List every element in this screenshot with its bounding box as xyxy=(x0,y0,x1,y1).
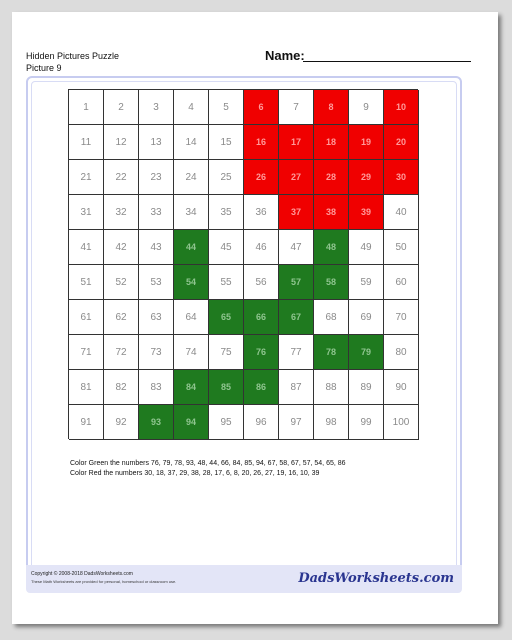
grid-cell-7[interactable]: 7 xyxy=(279,90,314,125)
footer-bar xyxy=(26,565,462,593)
grid-cell-100[interactable]: 100 xyxy=(384,405,419,440)
usage-note: These Math Worksheets are provided for personal, homeschool or classroom use. xyxy=(31,579,177,584)
grid-cell-67[interactable]: 67 xyxy=(279,300,314,335)
grid-cell-73[interactable]: 73 xyxy=(139,335,174,370)
grid-cell-26[interactable]: 26 xyxy=(244,160,279,195)
grid-cell-86[interactable]: 86 xyxy=(244,370,279,405)
grid-cell-17[interactable]: 17 xyxy=(279,125,314,160)
grid-cell-15[interactable]: 15 xyxy=(209,125,244,160)
grid-cell-31[interactable]: 31 xyxy=(69,195,104,230)
grid-cell-93[interactable]: 93 xyxy=(139,405,174,440)
grid-cell-5[interactable]: 5 xyxy=(209,90,244,125)
grid-cell-3[interactable]: 3 xyxy=(139,90,174,125)
grid-cell-89[interactable]: 89 xyxy=(349,370,384,405)
grid-cell-27[interactable]: 27 xyxy=(279,160,314,195)
grid-cell-75[interactable]: 75 xyxy=(209,335,244,370)
grid-cell-97[interactable]: 97 xyxy=(279,405,314,440)
grid-cell-41[interactable]: 41 xyxy=(69,230,104,265)
grid-cell-80[interactable]: 80 xyxy=(384,335,419,370)
grid-cell-53[interactable]: 53 xyxy=(139,265,174,300)
grid-cell-68[interactable]: 68 xyxy=(314,300,349,335)
red-instruction: Color Red the numbers 30, 18, 37, 29, 38, 28, 17, 6, 8, 20, 26, 27, 19, 16, 10, 39 xyxy=(70,470,320,477)
grid-cell-2[interactable]: 2 xyxy=(104,90,139,125)
grid-cell-50[interactable]: 50 xyxy=(384,230,419,265)
grid-cell-63[interactable]: 63 xyxy=(139,300,174,335)
grid-cell-77[interactable]: 77 xyxy=(279,335,314,370)
grid-cell-35[interactable]: 35 xyxy=(209,195,244,230)
grid-cell-18[interactable]: 18 xyxy=(314,125,349,160)
grid-cell-90[interactable]: 90 xyxy=(384,370,419,405)
grid-cell-56[interactable]: 56 xyxy=(244,265,279,300)
grid-cell-95[interactable]: 95 xyxy=(209,405,244,440)
grid-cell-22[interactable]: 22 xyxy=(104,160,139,195)
grid-cell-55[interactable]: 55 xyxy=(209,265,244,300)
grid-cell-81[interactable]: 81 xyxy=(69,370,104,405)
grid-cell-57[interactable]: 57 xyxy=(279,265,314,300)
grid-cell-98[interactable]: 98 xyxy=(314,405,349,440)
grid-cell-34[interactable]: 34 xyxy=(174,195,209,230)
grid-cell-16[interactable]: 16 xyxy=(244,125,279,160)
grid-cell-71[interactable]: 71 xyxy=(69,335,104,370)
grid-cell-29[interactable]: 29 xyxy=(349,160,384,195)
grid-cell-23[interactable]: 23 xyxy=(139,160,174,195)
grid-cell-6[interactable]: 6 xyxy=(244,90,279,125)
grid-cell-61[interactable]: 61 xyxy=(69,300,104,335)
grid-cell-92[interactable]: 92 xyxy=(104,405,139,440)
grid-cell-62[interactable]: 62 xyxy=(104,300,139,335)
grid-cell-12[interactable]: 12 xyxy=(104,125,139,160)
grid-cell-79[interactable]: 79 xyxy=(349,335,384,370)
grid-cell-10[interactable]: 10 xyxy=(384,90,419,125)
grid-cell-45[interactable]: 45 xyxy=(209,230,244,265)
grid-cell-25[interactable]: 25 xyxy=(209,160,244,195)
grid-cell-85[interactable]: 85 xyxy=(209,370,244,405)
grid-cell-44[interactable]: 44 xyxy=(174,230,209,265)
grid-cell-49[interactable]: 49 xyxy=(349,230,384,265)
grid-cell-99[interactable]: 99 xyxy=(349,405,384,440)
grid-cell-83[interactable]: 83 xyxy=(139,370,174,405)
grid-cell-42[interactable]: 42 xyxy=(104,230,139,265)
name-label: Name: xyxy=(265,48,305,63)
grid-cell-64[interactable]: 64 xyxy=(174,300,209,335)
grid-cell-21[interactable]: 21 xyxy=(69,160,104,195)
grid-cell-51[interactable]: 51 xyxy=(69,265,104,300)
green-instruction: Color Green the numbers 76, 79, 78, 93, 48, 44, 66, 84, 85, 94, 67, 58, 67, 57, 54, 65, 86 xyxy=(70,460,346,467)
picture-number: Picture 9 xyxy=(26,63,62,73)
grid-cell-60[interactable]: 60 xyxy=(384,265,419,300)
grid-cell-28[interactable]: 28 xyxy=(314,160,349,195)
hundreds-grid xyxy=(68,89,418,439)
grid-cell-96[interactable]: 96 xyxy=(244,405,279,440)
grid-cell-8[interactable]: 8 xyxy=(314,90,349,125)
grid-cell-78[interactable]: 78 xyxy=(314,335,349,370)
grid-cell-84[interactable]: 84 xyxy=(174,370,209,405)
grid-cell-1[interactable]: 1 xyxy=(69,90,104,125)
grid-cell-82[interactable]: 82 xyxy=(104,370,139,405)
grid-cell-36[interactable]: 36 xyxy=(244,195,279,230)
name-write-line[interactable] xyxy=(303,61,471,62)
grid-cell-33[interactable]: 33 xyxy=(139,195,174,230)
grid-cell-43[interactable]: 43 xyxy=(139,230,174,265)
puzzle-title: Hidden Pictures Puzzle xyxy=(26,51,120,61)
grid-cell-4[interactable]: 4 xyxy=(174,90,209,125)
grid-cell-47[interactable]: 47 xyxy=(279,230,314,265)
copyright-text: Copyright © 2008-2018 DadsWorksheets.com xyxy=(31,571,133,577)
grid-cell-59[interactable]: 59 xyxy=(349,265,384,300)
grid-cell-14[interactable]: 14 xyxy=(174,125,209,160)
grid-cell-54[interactable]: 54 xyxy=(174,265,209,300)
grid-cell-30[interactable]: 30 xyxy=(384,160,419,195)
grid-cell-91[interactable]: 91 xyxy=(69,405,104,440)
grid-cell-58[interactable]: 58 xyxy=(314,265,349,300)
grid-cell-11[interactable]: 11 xyxy=(69,125,104,160)
grid-cell-19[interactable]: 19 xyxy=(349,125,384,160)
grid-cell-38[interactable]: 38 xyxy=(314,195,349,230)
grid-cell-20[interactable]: 20 xyxy=(384,125,419,160)
dadsworksheets-logo[interactable]: DadsWorksheets.com xyxy=(298,571,454,586)
grid-cell-74[interactable]: 74 xyxy=(174,335,209,370)
grid-cell-13[interactable]: 13 xyxy=(139,125,174,160)
grid-cell-66[interactable]: 66 xyxy=(244,300,279,335)
grid-cell-48[interactable]: 48 xyxy=(314,230,349,265)
grid-cell-87[interactable]: 87 xyxy=(279,370,314,405)
grid-cell-65[interactable]: 65 xyxy=(209,300,244,335)
grid-cell-39[interactable]: 39 xyxy=(349,195,384,230)
grid-cell-76[interactable]: 76 xyxy=(244,335,279,370)
grid-cell-72[interactable]: 72 xyxy=(104,335,139,370)
grid-cell-94[interactable]: 94 xyxy=(174,405,209,440)
grid-cell-40[interactable]: 40 xyxy=(384,195,419,230)
grid-cell-32[interactable]: 32 xyxy=(104,195,139,230)
grid-cell-70[interactable]: 70 xyxy=(384,300,419,335)
grid-cell-37[interactable]: 37 xyxy=(279,195,314,230)
grid-cell-52[interactable]: 52 xyxy=(104,265,139,300)
grid-cell-46[interactable]: 46 xyxy=(244,230,279,265)
grid-cell-69[interactable]: 69 xyxy=(349,300,384,335)
grid-cell-24[interactable]: 24 xyxy=(174,160,209,195)
grid-cell-88[interactable]: 88 xyxy=(314,370,349,405)
grid-cell-9[interactable]: 9 xyxy=(349,90,384,125)
